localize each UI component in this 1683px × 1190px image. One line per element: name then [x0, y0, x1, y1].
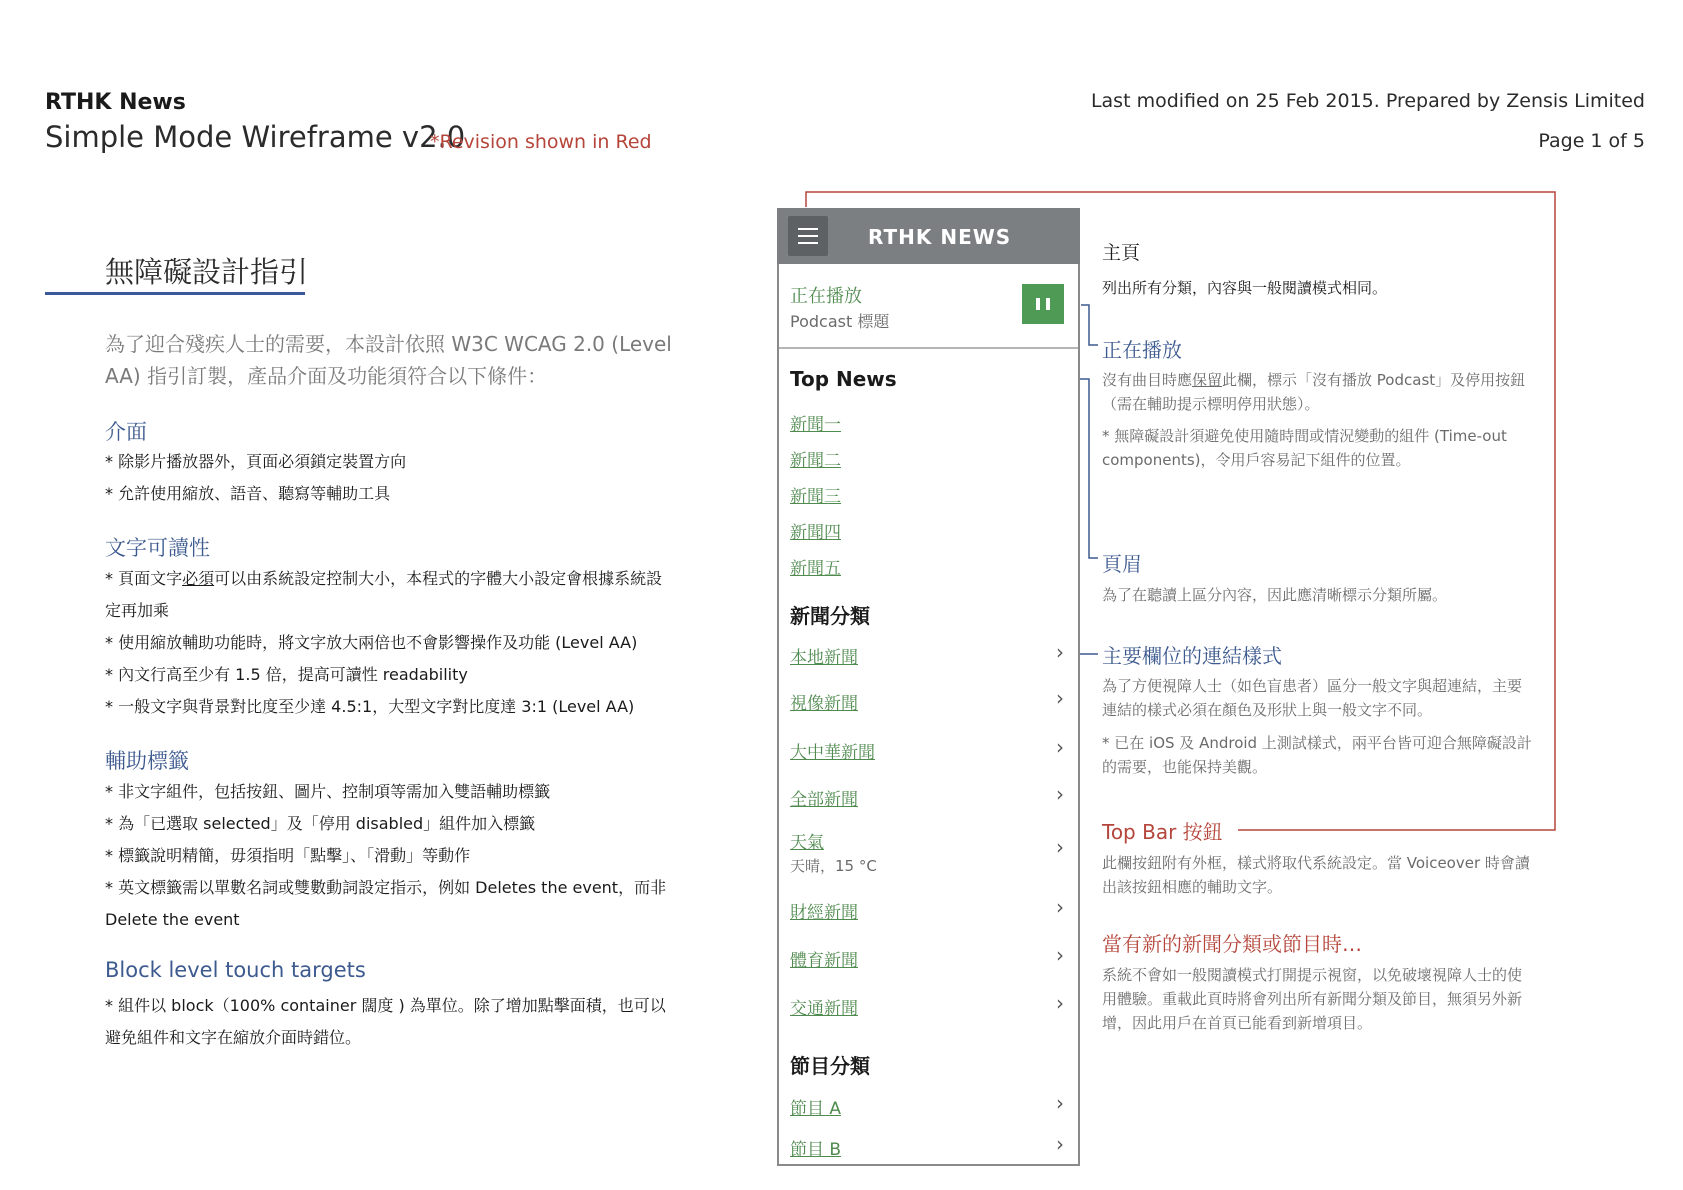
news-category-link[interactable]: 財經新聞: [790, 903, 858, 923]
brand-name: RTHK News: [45, 90, 186, 115]
bullet: * 為「已選取 selected」及「停用 disabled」組件加入標籤: [105, 814, 536, 833]
top-news-link[interactable]: 新聞四: [790, 523, 841, 543]
weather-summary: 天晴，15 °C: [790, 857, 877, 875]
chevron-right-icon: ›: [1056, 1091, 1064, 1115]
chevron-right-icon: ›: [1056, 943, 1064, 967]
section-heading-interface: 介面: [105, 420, 147, 444]
top-news-link[interactable]: 新聞二: [790, 451, 841, 471]
section-heading-labels: 輔助標籤: [105, 749, 189, 773]
news-category-link[interactable]: 全部新聞: [790, 790, 858, 810]
annotation-now-playing-heading: 正在播放: [1102, 338, 1182, 362]
annotation-now-playing-note: * 無障礙設計須避免使用隨時間或情況變動的組件 (Time-out components)，令用戶容易記下組件的位置。: [1102, 427, 1507, 469]
annotation-home-heading: 主頁: [1102, 242, 1141, 264]
annotation-now-playing-text: 沒有曲目時應保留此欄，標示「沒有播放 Podcast」及停用按鈕（需在輔助提示標明停用狀態）。: [1102, 371, 1526, 413]
news-category-link[interactable]: 交通新聞: [790, 999, 858, 1019]
pause-icon[interactable]: [1022, 284, 1064, 324]
page-number: Page 1 of 5: [1538, 130, 1645, 152]
now-playing-title: Podcast 標題: [790, 312, 890, 331]
top-news-link[interactable]: 新聞五: [790, 559, 841, 579]
annotation-link-style-heading: 主要欄位的連結樣式: [1102, 644, 1282, 668]
bullet: * 非文字組件，包括按鈕、圖片、控制項等需加入雙語輔助標籤: [105, 782, 551, 801]
news-category-link[interactable]: 天氣: [790, 833, 824, 853]
program-link[interactable]: 節目 A: [790, 1099, 842, 1119]
top-news-link[interactable]: 新聞三: [790, 487, 841, 507]
bullet: * 允許使用縮放、語音、聽寫等輔助工具: [105, 484, 391, 503]
top-news-heading: Top News: [790, 367, 897, 391]
chevron-right-icon: ›: [1056, 991, 1064, 1015]
bullet: * 一般文字與背景對比度至少達 4.5:1，大型文字對比度達 3:1 (Level AA): [105, 697, 635, 716]
app-name: RTHK NEWS: [868, 225, 1012, 249]
annotation-link-style-note: * 已在 iOS 及 Android 上測試樣式，兩平台皆可迎合無障礙設計的需要，也能保持美觀。: [1102, 734, 1532, 776]
guide-title: 無障礙設計指引: [105, 255, 309, 289]
phone-wireframe: [777, 208, 1080, 1166]
bullet: * 使用縮放輔助功能時，將文字放大兩倍也不會影響操作及功能 (Level AA): [105, 633, 638, 652]
last-modified: Last modified on 25 Feb 2015. Prepared by Zensis Limited: [1090, 90, 1645, 112]
news-category-heading: 新聞分類: [790, 604, 870, 628]
revision-note: *Revision shown in Red: [430, 131, 652, 153]
section-heading-readability: 文字可讀性: [105, 536, 210, 560]
bullet: * 頁面文字必須可以由系統設定控制大小，本程式的字體大小設定會根據系統設定再加乘: [105, 569, 663, 620]
news-category-link[interactable]: 體育新聞: [790, 951, 858, 971]
now-playing-label: 正在播放: [790, 286, 862, 307]
chevron-right-icon: ›: [1056, 782, 1064, 806]
bullet: * 除影片播放器外，頁面必須鎖定裝置方向: [105, 452, 407, 471]
bullet: * 內文行高至少有 1.5 倍，提高可讀性 readability: [105, 665, 468, 684]
program-category-heading: 節目分類: [790, 1054, 870, 1078]
top-news-link[interactable]: 新聞一: [790, 415, 841, 435]
chevron-right-icon: ›: [1056, 835, 1064, 859]
program-link[interactable]: 節目 B: [790, 1140, 842, 1160]
chevron-right-icon: ›: [1056, 1132, 1064, 1156]
annotation-header-heading: 頁眉: [1102, 552, 1142, 576]
bullet: * 組件以 block（100% container 闊度 ) 為單位。除了增加點擊面積，也可以避免組件和文字在縮放介面時錯位。: [105, 996, 666, 1047]
bullet: * 英文標籤需以單數名詞或雙數動詞設定指示，例如 Deletes the event，而非 Delete the event: [105, 878, 667, 929]
bullet: * 標籤說明精簡，毋須指明「點擊」、「滑動」等動作: [105, 846, 471, 865]
chevron-right-icon: ›: [1056, 686, 1064, 710]
annotation-header-text: 為了在聽讀上區分內容，因此應清晰標示分類所屬。: [1102, 586, 1448, 604]
annotation-link-style-text: 為了方便視障人士（如色盲患者）區分一般文字與超連結，主要連結的樣式必須在顏色及形狀上與一般文字不同。: [1102, 677, 1523, 719]
news-category-link[interactable]: 大中華新聞: [790, 743, 875, 763]
guide-intro: 為了迎合殘疾人士的需要，本設計依照 W3C WCAG 2.0 (Level AA) 指引訂製，產品介面及功能須符合以下條件：: [105, 332, 672, 388]
document-title: Simple Mode Wireframe v2.0: [45, 120, 466, 154]
annotation-home-text: 列出所有分類，內容與一般閱讀模式相同。: [1102, 279, 1388, 297]
divider: [779, 347, 1078, 349]
hamburger-menu-icon[interactable]: [788, 216, 828, 256]
annotation-new-items-text: 系統不會如一般閱讀模式打開提示視窗，以免破壞視障人士的使用體驗。重載此頁時將會列出所有新聞分類及節目，無須另外新增，因此用戶在首頁已能看到新增項目。: [1102, 966, 1523, 1032]
news-category-link[interactable]: 本地新聞: [790, 648, 858, 668]
annotation-top-bar-heading: Top Bar 按鈕: [1102, 820, 1223, 844]
news-category-link[interactable]: 視像新聞: [790, 694, 858, 714]
section-heading-touch-targets: Block level touch targets: [105, 958, 366, 982]
annotation-top-bar-text: 此欄按鈕附有外框，樣式將取代系統設定。當 Voiceover 時會讀出該按鈕相應的輔助文字。: [1102, 854, 1530, 896]
chevron-right-icon: ›: [1056, 640, 1064, 664]
annotation-new-items-heading: 當有新的新聞分類或節目時…: [1102, 932, 1362, 956]
chevron-right-icon: ›: [1056, 735, 1064, 759]
chevron-right-icon: ›: [1056, 895, 1064, 919]
